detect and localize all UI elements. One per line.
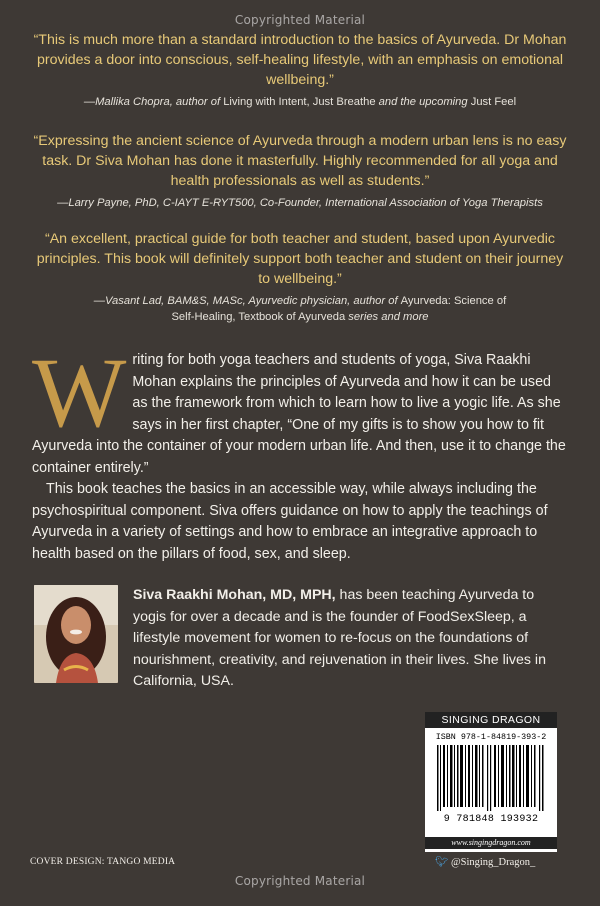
quote-lad (30, 229, 570, 325)
author-portrait-image (34, 585, 118, 683)
attribution-work-2: Self-Healing, Textbook of Ayurveda (171, 311, 346, 323)
barcode-icon (425, 743, 557, 813)
quote-attribution (30, 94, 570, 110)
attribution-text: —Larry Payne, PhD, C-IAYT E-RYT500, Co-Founder, International Association of Yoga Therapists (57, 197, 543, 209)
twitter-handle-text: @Singing_Dragon_ (450, 857, 536, 868)
attribution-work: Ayurveda: Science of (400, 295, 507, 307)
quote-text: “Expressing the ancient science of Ayurveda through a modern urban lens is no easy task. Dr Siva Mohan has done it masterfully. Highly recommended for all yoga and health professionals as well as students.” (33, 133, 567, 189)
attribution-prefix: —Mallika Chopra, author of (83, 96, 224, 108)
attribution-mid: and the upcoming (375, 96, 471, 108)
publisher-website: www.singingdragon.com (425, 837, 557, 849)
author-name: Siva Raakhi Mohan, MD, MPH, (133, 587, 336, 603)
cover-design-credit: COVER DESIGN: TANGO MEDIA (30, 857, 176, 867)
drop-cap: W (32, 337, 127, 448)
attribution-prefix: —Vasant Lad, BAM&S, MASc, Ayurvedic physician, author of (93, 295, 401, 307)
author-photo (34, 585, 118, 683)
twitter-handle (435, 855, 535, 868)
quote-attribution (30, 293, 570, 325)
isbn-number: ISBN 978-1-84819-393-2 (435, 732, 547, 742)
blurb-paragraph-1: riting for both yoga teachers and students of yoga, Siva Raakhi Mohan explains the principles of Ayurveda and how it can be used as the framework from which to learn how to live a yogic life. As she says in her first chapter, “One of my gifts is to show you how to fit Ayurveda into the container of your modern urban life. And then, use it to change the container entirely.” (32, 352, 566, 476)
attribution-end: Just Feel (470, 96, 517, 108)
quote-attribution (30, 195, 570, 211)
author-bio-text: has been teaching Ayurveda to yogis for over a decade and is the founder of FoodSexSleep, a lifestyle movement for women to re-focus on the foundations of nourishment, creativity, and rejuvenation in their lives. She lives in California, USA. (133, 587, 546, 689)
barcode-box (425, 712, 557, 852)
watermark-bottom: Copyrighted Material (234, 874, 366, 888)
quote-payne (30, 131, 570, 211)
twitter-bird-icon: 🐦︎ (435, 856, 449, 868)
watermark-top: Copyrighted Material (234, 13, 366, 27)
author-bio (133, 585, 570, 693)
attribution-works: Living with Intent, Just Breathe (223, 96, 376, 108)
book-blurb (32, 337, 570, 565)
blurb-paragraph-2: This book teaches the basics in an accessible way, while always including the psychospiritual component. Siva offers guidance on how to apply the teachings of Ayurveda in a variety of settings and how to embrace an integrative approach to health based on the pillars of food, sex, and sleep. (32, 481, 548, 562)
publisher-name: SINGING DRAGON (425, 712, 557, 728)
quote-chopra (30, 30, 570, 110)
quote-text: “This is much more than a standard introduction to the basics of Ayurveda. Dr Mohan provides a door into conscious, self-healing lifestyle, with an emphasis on emotional wellbeing.” (33, 32, 567, 88)
attribution-end: series and more (345, 311, 429, 323)
quote-text: “An excellent, practical guide for both teacher and student, based upon Ayurvedic principles. This book will definitely support both teacher and student on their journey to wellbeing.” (36, 231, 564, 287)
barcode-digits: 9 781848 193932 (443, 814, 539, 825)
